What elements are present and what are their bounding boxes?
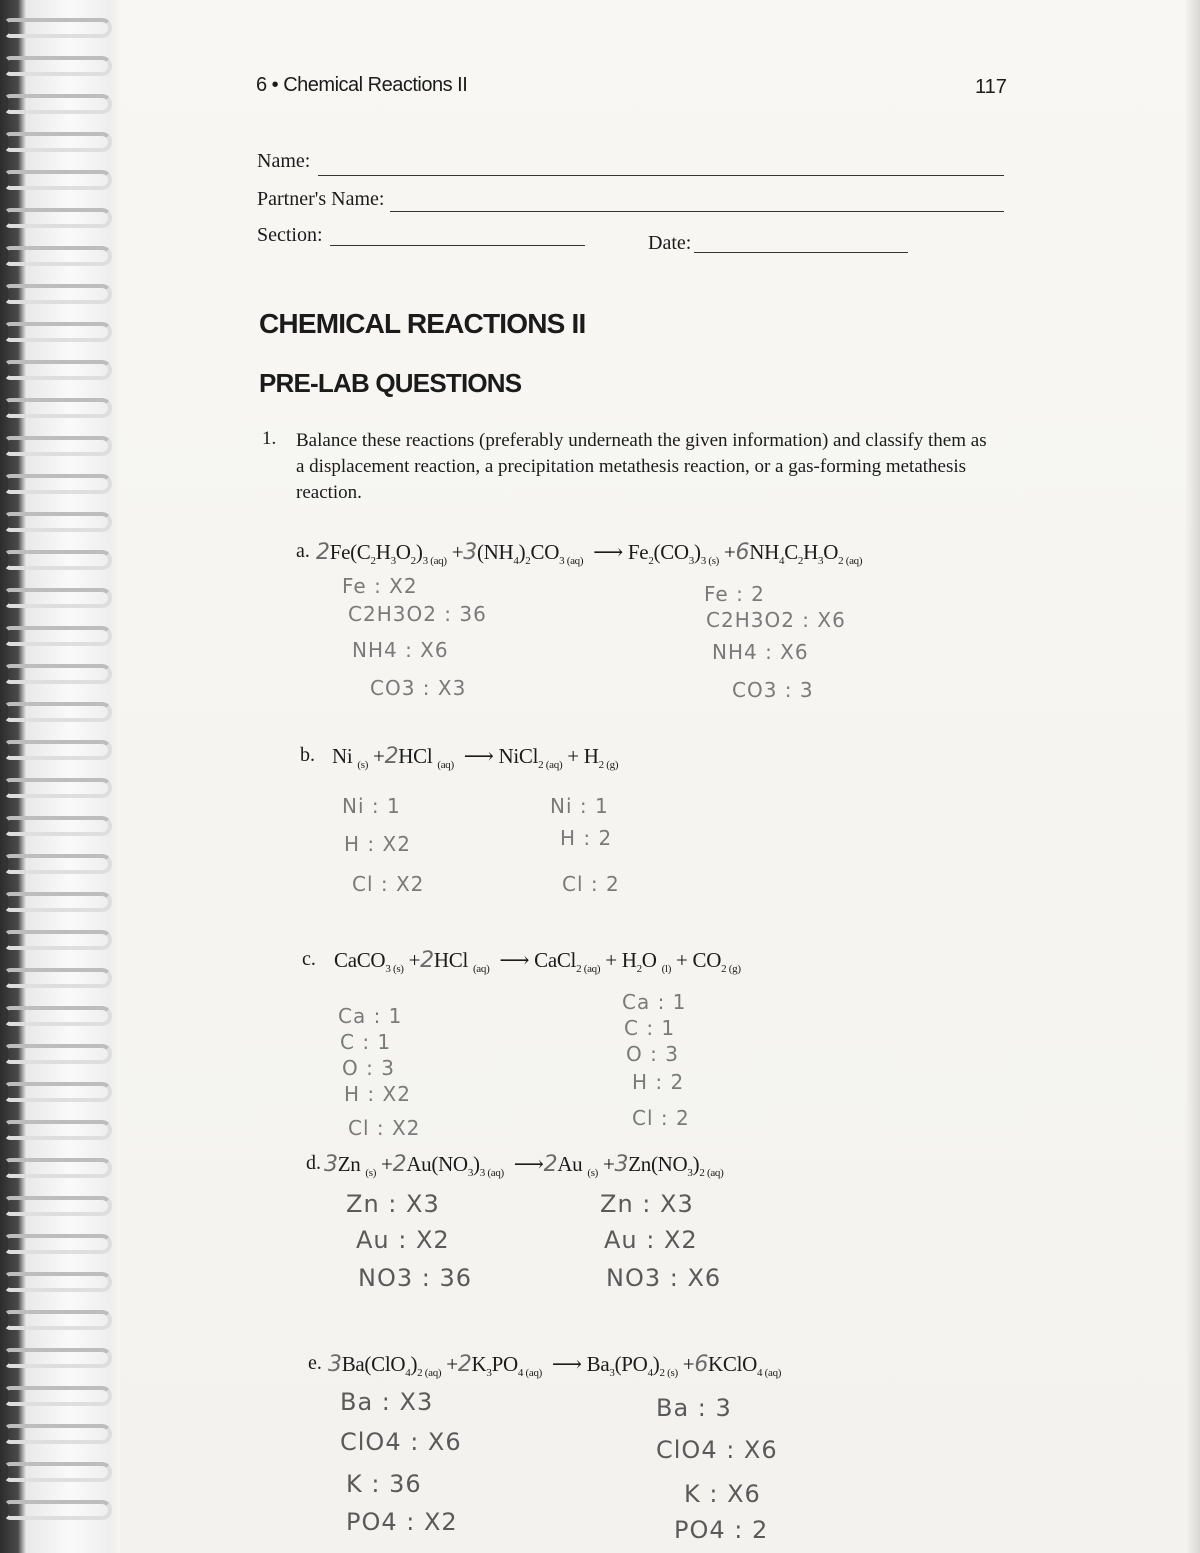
binding-ring — [4, 740, 112, 760]
name-label: Name: — [257, 150, 311, 172]
equation-b: Ni $_{(s)}$ +2HCl $_{(aq)}$ ⟶ NiCl$_{2 (aq)}$ + $H_{2 (g)}$ — [332, 744, 619, 772]
handwritten-coefficient: 6 — [735, 540, 750, 565]
work-b-right-1: Ni : 1 — [550, 794, 609, 818]
binding-ring — [4, 854, 112, 874]
equation-c: CaCO$_{3 (s)}$ +2HCl $_{(aq)}$ ⟶ CaCl$_{2 (aq)}$ + $H_2O$ $_{(l)} + CO_{2 (g)}$ — [334, 948, 741, 976]
work-d-left-2: Au : X2 — [356, 1226, 450, 1254]
binding-ring — [4, 1158, 112, 1178]
work-a-left-2: C2H3O2 : 36 — [348, 602, 487, 626]
handwritten-coefficient: 2 — [457, 1352, 472, 1377]
work-e-right-1: Ba : 3 — [656, 1394, 732, 1422]
binding-ring — [4, 94, 112, 114]
spiral-binding — [0, 0, 120, 1553]
work-d-left-3: NO3 : 36 — [358, 1264, 472, 1292]
handwritten-coefficient: 3 — [324, 1152, 338, 1177]
handwritten-coefficient: 2 — [543, 1152, 558, 1177]
equation-a: $2Fe(C_2H_3O_2)_{3 (aq)} +3(NH_4)_2CO_{3 (aq)}$ ⟶ $Fe_2(CO_3)_{3 (s)} +6NH_4C_2H_3O_{2 (aq)}$ — [316, 540, 863, 568]
work-e-left-4: PO4 : X2 — [346, 1508, 458, 1536]
page-edge-shadow — [1186, 0, 1200, 1553]
binding-ring — [4, 626, 112, 646]
date-line[interactable] — [694, 252, 908, 253]
work-e-left-3: K : 36 — [346, 1470, 422, 1498]
equation-d: 3Zn $_{(s)} +2Au(NO_3)_{3 (aq)}$ ⟶2Au $_{(s)} +3Zn(NO_3)_{2 (aq)}$ — [324, 1152, 724, 1180]
binding-ring — [4, 284, 112, 304]
binding-ring — [4, 436, 112, 456]
binding-ring — [4, 56, 112, 76]
section-line[interactable] — [330, 245, 585, 246]
work-c-right-5: Cl : 2 — [632, 1106, 690, 1130]
binding-ring — [4, 512, 112, 532]
question-text: Balance these reactions (preferably underneath the given information) and classify them as a displacement reaction, a precipitation metathesis reaction, or a gas-forming metathesis reaction. — [296, 430, 987, 503]
binding-ring — [4, 398, 112, 418]
binding-ring — [4, 1500, 112, 1520]
page-number: 117 — [975, 76, 1007, 98]
work-b-left-1: Ni : 1 — [342, 794, 401, 818]
work-a-right-2: C2H3O2 : X6 — [706, 608, 846, 632]
binding-ring — [4, 1196, 112, 1216]
work-c-right-4: H : 2 — [632, 1070, 685, 1094]
handwritten-coefficient: 2 — [392, 1152, 407, 1177]
work-a-left-4: CO3 : X3 — [370, 676, 467, 700]
binding-ring — [4, 930, 112, 950]
handwritten-coefficient: 3 — [614, 1152, 629, 1177]
binding-ring — [4, 1348, 112, 1368]
work-e-left-1: Ba : X3 — [340, 1388, 434, 1416]
work-e-right-3: K : X6 — [684, 1480, 761, 1508]
binding-ring — [4, 778, 112, 798]
work-d-right-1: Zn : X3 — [600, 1190, 694, 1218]
work-e-right-4: PO4 : 2 — [674, 1516, 769, 1544]
work-a-left-1: Fe : X2 — [342, 574, 418, 598]
binding-ring — [4, 322, 112, 342]
handwritten-coefficient: 2 — [316, 540, 330, 565]
binding-ring — [4, 18, 112, 38]
binding-ring — [4, 1272, 112, 1292]
binding-ring — [4, 816, 112, 836]
work-d-left-1: Zn : X3 — [346, 1190, 440, 1218]
binding-ring — [4, 474, 112, 494]
work-c-right-1: Ca : 1 — [622, 990, 687, 1014]
binding-ring — [4, 702, 112, 722]
work-e-left-2: ClO4 : X6 — [340, 1428, 462, 1456]
item-a-letter: a. — [296, 540, 310, 562]
binding-ring — [4, 588, 112, 608]
binding-ring — [4, 170, 112, 190]
work-c-left-3: O : 3 — [342, 1056, 395, 1080]
work-c-right-2: C : 1 — [624, 1016, 676, 1040]
date-label: Date: — [648, 232, 692, 254]
item-e-letter: e. — [308, 1352, 322, 1374]
section-label: Section: — [257, 224, 323, 246]
binding-ring — [4, 1120, 112, 1140]
binding-ring — [4, 1006, 112, 1026]
work-a-right-4: CO3 : 3 — [732, 678, 814, 702]
page-title: CHEMICAL REACTIONS II — [259, 308, 586, 339]
binding-ring — [4, 1424, 112, 1444]
work-b-left-3: Cl : X2 — [352, 872, 425, 896]
equation-e: $3Ba(ClO_4)_{2 (aq)} +2K_3PO_{4 (aq)}$ ⟶ $Ba_3(PO_4)_{2 (s)}$ +6KClO$_{4 (aq)}$ — [328, 1352, 782, 1380]
name-line[interactable] — [318, 175, 1004, 176]
handwritten-coefficient: 3 — [463, 540, 477, 565]
binding-ring — [4, 246, 112, 266]
handwritten-coefficient: 2 — [420, 948, 434, 973]
work-c-left-5: Cl : X2 — [348, 1116, 421, 1140]
work-c-right-3: O : 3 — [626, 1042, 679, 1066]
binding-ring — [4, 1310, 112, 1330]
work-c-left-2: C : 1 — [340, 1030, 392, 1054]
binding-ring — [4, 1234, 112, 1254]
question-number: 1. — [262, 428, 277, 449]
binding-ring — [4, 550, 112, 570]
work-b-right-2: H : 2 — [560, 826, 613, 850]
work-d-right-2: Au : X2 — [604, 1226, 698, 1254]
work-d-right-3: NO3 : X6 — [606, 1264, 722, 1292]
binding-ring — [4, 968, 112, 988]
running-head: 6 • Chemical Reactions II — [256, 74, 468, 96]
work-c-left-4: H : X2 — [344, 1082, 411, 1106]
handwritten-coefficient: 6 — [694, 1352, 709, 1377]
section-title: PRE-LAB QUESTIONS — [259, 368, 522, 398]
work-a-left-3: NH4 : X6 — [352, 638, 449, 662]
work-a-right-3: NH4 : X6 — [712, 640, 809, 664]
binding-ring — [4, 892, 112, 912]
binding-ring — [4, 1082, 112, 1102]
work-a-right-1: Fe : 2 — [704, 582, 765, 606]
handwritten-coefficient: 3 — [328, 1352, 342, 1377]
binding-ring — [4, 208, 112, 228]
binding-ring — [4, 360, 112, 380]
partner-name-line[interactable] — [390, 211, 1004, 212]
binding-ring — [4, 664, 112, 684]
item-c-letter: c. — [302, 948, 316, 970]
binding-ring — [4, 1462, 112, 1482]
partner-name-label: Partner's Name: — [257, 188, 385, 210]
work-b-right-3: Cl : 2 — [562, 872, 620, 896]
item-b-letter: b. — [300, 744, 315, 766]
binding-ring — [4, 1386, 112, 1406]
work-b-left-2: H : X2 — [344, 832, 411, 856]
work-e-right-2: ClO4 : X6 — [656, 1436, 778, 1464]
binding-ring — [4, 1044, 112, 1064]
work-c-left-1: Ca : 1 — [338, 1004, 403, 1028]
binding-ring — [4, 132, 112, 152]
item-d-letter: d. — [306, 1152, 321, 1174]
handwritten-coefficient: 2 — [384, 744, 399, 769]
